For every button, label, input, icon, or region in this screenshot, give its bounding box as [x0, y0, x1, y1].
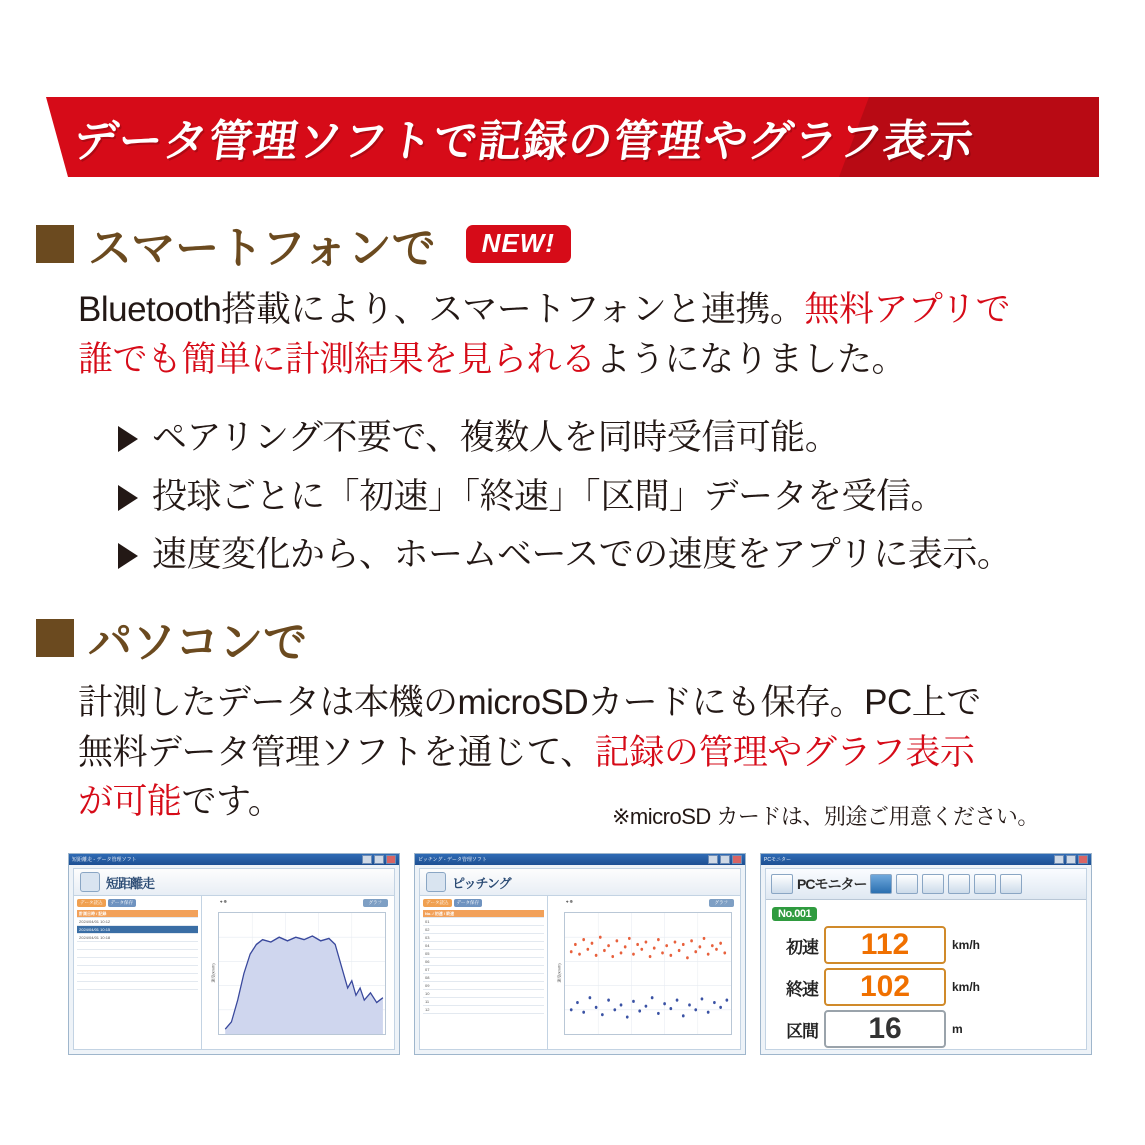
table-row[interactable]: 08: [423, 974, 544, 982]
table-row[interactable]: 04: [423, 942, 544, 950]
readout-label: 区間: [786, 1021, 818, 1041]
paragraph-line-2-red: 誰でも簡単に計測結果を見られる: [78, 339, 596, 379]
triangle-bullet-icon: [118, 485, 138, 511]
table-row[interactable]: 09: [423, 982, 544, 990]
bullet-list: [118, 412, 1078, 588]
table-row[interactable]: 11: [423, 998, 544, 1006]
chart-scale-label: ⌖ ⊕: [566, 899, 573, 904]
section-title-smartphone: スマートフォンで: [88, 224, 436, 273]
pc-monitor-toolbar: [766, 869, 1086, 900]
app-title: PCモニター: [797, 876, 867, 892]
list-item: [118, 529, 1078, 582]
table-row[interactable]: 03: [423, 934, 544, 942]
close-icon[interactable]: [386, 855, 396, 864]
window-title-text: PCモニター: [764, 857, 791, 863]
window-body: [765, 868, 1087, 1050]
banner-title: データ管理ソフトで記録の管理やグラフ表示: [69, 117, 977, 166]
load-data-button[interactable]: データ読込: [423, 899, 452, 907]
window-titlebar: [415, 854, 745, 865]
table-row[interactable]: 05: [423, 950, 544, 958]
app-title: ピッチング: [452, 875, 511, 891]
readout-row: [772, 1010, 1080, 1048]
list-item-label: ペアリング不要で、複数人を同時受信可能。: [152, 418, 840, 457]
table-row[interactable]: 12: [423, 1006, 544, 1014]
readout-unit: km/h: [952, 980, 981, 994]
paragraph-smartphone: [78, 285, 1088, 384]
close-icon[interactable]: [732, 855, 742, 864]
display-icon[interactable]: [896, 874, 918, 894]
runner-icon: [80, 872, 100, 892]
new-badge: NEW!: [466, 225, 571, 263]
section-heading-smartphone: [36, 212, 571, 276]
list-toolbar[interactable]: [77, 899, 198, 907]
readout-value: 112: [824, 926, 946, 964]
window-body: [419, 868, 741, 1050]
list-item: [118, 412, 1078, 465]
section-title-pc: パソコンで: [88, 618, 308, 667]
window-title-text: ピッチング - データ管理ソフト: [418, 857, 487, 863]
table-row[interactable]: 10: [423, 990, 544, 998]
data-list-pane: [420, 896, 548, 1049]
table-row-empty[interactable]: [77, 982, 198, 990]
table-row[interactable]: 01: [423, 918, 544, 926]
window-buttons[interactable]: [708, 855, 742, 864]
record-no-badge: No.001: [772, 907, 817, 921]
pc-line-1: 計測したデータは本機のmicroSDカードにも保存。PC上で: [78, 683, 981, 722]
triangle-bullet-icon: [118, 426, 138, 452]
settings-icon[interactable]: [948, 874, 970, 894]
load-data-button[interactable]: データ読込: [77, 899, 106, 907]
window-titlebar: [761, 854, 1091, 865]
camera-icon: [771, 874, 793, 894]
list-toolbar[interactable]: [423, 899, 544, 907]
square-bullet-icon: [36, 225, 74, 263]
readout-row: [772, 968, 1080, 1006]
window-buttons[interactable]: [1054, 855, 1088, 864]
pc-line-3-black: です。: [181, 782, 283, 822]
app-split: [420, 896, 740, 1049]
maximize-icon[interactable]: [374, 855, 384, 864]
readout-value: 16: [824, 1010, 946, 1048]
table-row-empty[interactable]: [77, 974, 198, 982]
graph-button[interactable]: グラフ: [709, 899, 735, 907]
readout-label: 初速: [786, 937, 818, 957]
section-heading-pc: [36, 606, 307, 670]
window-title-text: 短距離走 - データ管理ソフト: [72, 857, 137, 863]
y-axis-label: 速度(km/h): [556, 962, 562, 983]
app-header: [74, 869, 394, 896]
graph-pane: [202, 896, 394, 1049]
list-item-label: 速度変化から、ホームベースでの速度をアプリに表示。: [152, 535, 1012, 574]
table-row-empty[interactable]: [77, 958, 198, 966]
table-row[interactable]: 2024/04/01 10:18: [77, 934, 198, 942]
maximize-icon[interactable]: [720, 855, 730, 864]
save-data-button[interactable]: データ保存: [108, 899, 137, 907]
minimize-icon[interactable]: [708, 855, 718, 864]
graph-button[interactable]: グラフ: [363, 899, 389, 907]
table-row[interactable]: 2024/04/01 10:15: [77, 926, 198, 934]
app-title: 短距離走: [106, 875, 155, 891]
data-list-pane: [74, 896, 202, 1049]
table-row[interactable]: 02: [423, 926, 544, 934]
window-body: [73, 868, 395, 1050]
paragraph-line-1-black: Bluetooth搭載により、スマートフォンと連携。: [78, 290, 805, 329]
sprint-chart: [218, 912, 386, 1035]
maximize-icon[interactable]: [1066, 855, 1076, 864]
close-icon[interactable]: [1078, 855, 1088, 864]
square-bullet-icon: [36, 619, 74, 657]
app-header: [420, 869, 740, 896]
table-header: 計測日時 / 記録: [77, 910, 198, 918]
microsd-note: ※microSD カードは、別途ご用意ください。: [612, 804, 1039, 829]
window-buttons[interactable]: [362, 855, 396, 864]
readout-label: 終速: [786, 979, 818, 999]
paragraph-line-1-red: 無料アプリで: [804, 290, 1011, 329]
table-row-empty[interactable]: [77, 950, 198, 958]
save-icon[interactable]: [1000, 874, 1022, 894]
screenshot-sprint: [68, 853, 400, 1055]
table-row[interactable]: 06: [423, 958, 544, 966]
readout-unit: m: [952, 1022, 963, 1036]
table-row-empty[interactable]: [77, 966, 198, 974]
pitching-scatter-chart: [564, 912, 732, 1035]
banner: [46, 97, 1099, 177]
list-item-label: 投球ごとに「初速」「終速」「区間」データを受信。: [152, 476, 946, 516]
save-data-button[interactable]: データ保存: [454, 899, 483, 907]
table-header: No. / 初速 / 終速: [423, 910, 544, 918]
paragraph-line-2-black: ようになりました。: [595, 339, 907, 379]
list-item: [118, 471, 1078, 524]
table-row[interactable]: 2024/04/01 10:12: [77, 918, 198, 926]
minimize-icon[interactable]: [362, 855, 372, 864]
speed-icon[interactable]: [922, 874, 944, 894]
y-axis-label: 速度(km/h): [210, 962, 216, 983]
graph-pane: [548, 896, 740, 1049]
chart-scale-label: ⌖ ⊕: [220, 899, 227, 904]
pc-line-2-black: 無料データ管理ソフトを通じて、: [78, 732, 595, 772]
connect-icon[interactable]: [870, 874, 892, 894]
app-split: [74, 896, 394, 1049]
readout-value: 102: [824, 968, 946, 1006]
screenshot-row: [68, 853, 1092, 1055]
window-titlebar: [69, 854, 399, 865]
readout-row: [772, 926, 1080, 964]
pc-line-2-red: 記録の管理やグラフ表示: [594, 732, 975, 772]
minimize-icon[interactable]: [1054, 855, 1064, 864]
baseball-icon: [426, 872, 446, 892]
readout-unit: km/h: [952, 938, 981, 952]
screenshot-pc-monitor: [760, 853, 1092, 1055]
table-row[interactable]: 07: [423, 966, 544, 974]
pc-monitor-body: [766, 900, 1086, 1048]
screenshot-pitching: [414, 853, 746, 1055]
triangle-bullet-icon: [118, 543, 138, 569]
table-row-empty[interactable]: [77, 942, 198, 950]
chart-icon[interactable]: [974, 874, 996, 894]
pc-line-3-red: が可能: [78, 782, 182, 822]
